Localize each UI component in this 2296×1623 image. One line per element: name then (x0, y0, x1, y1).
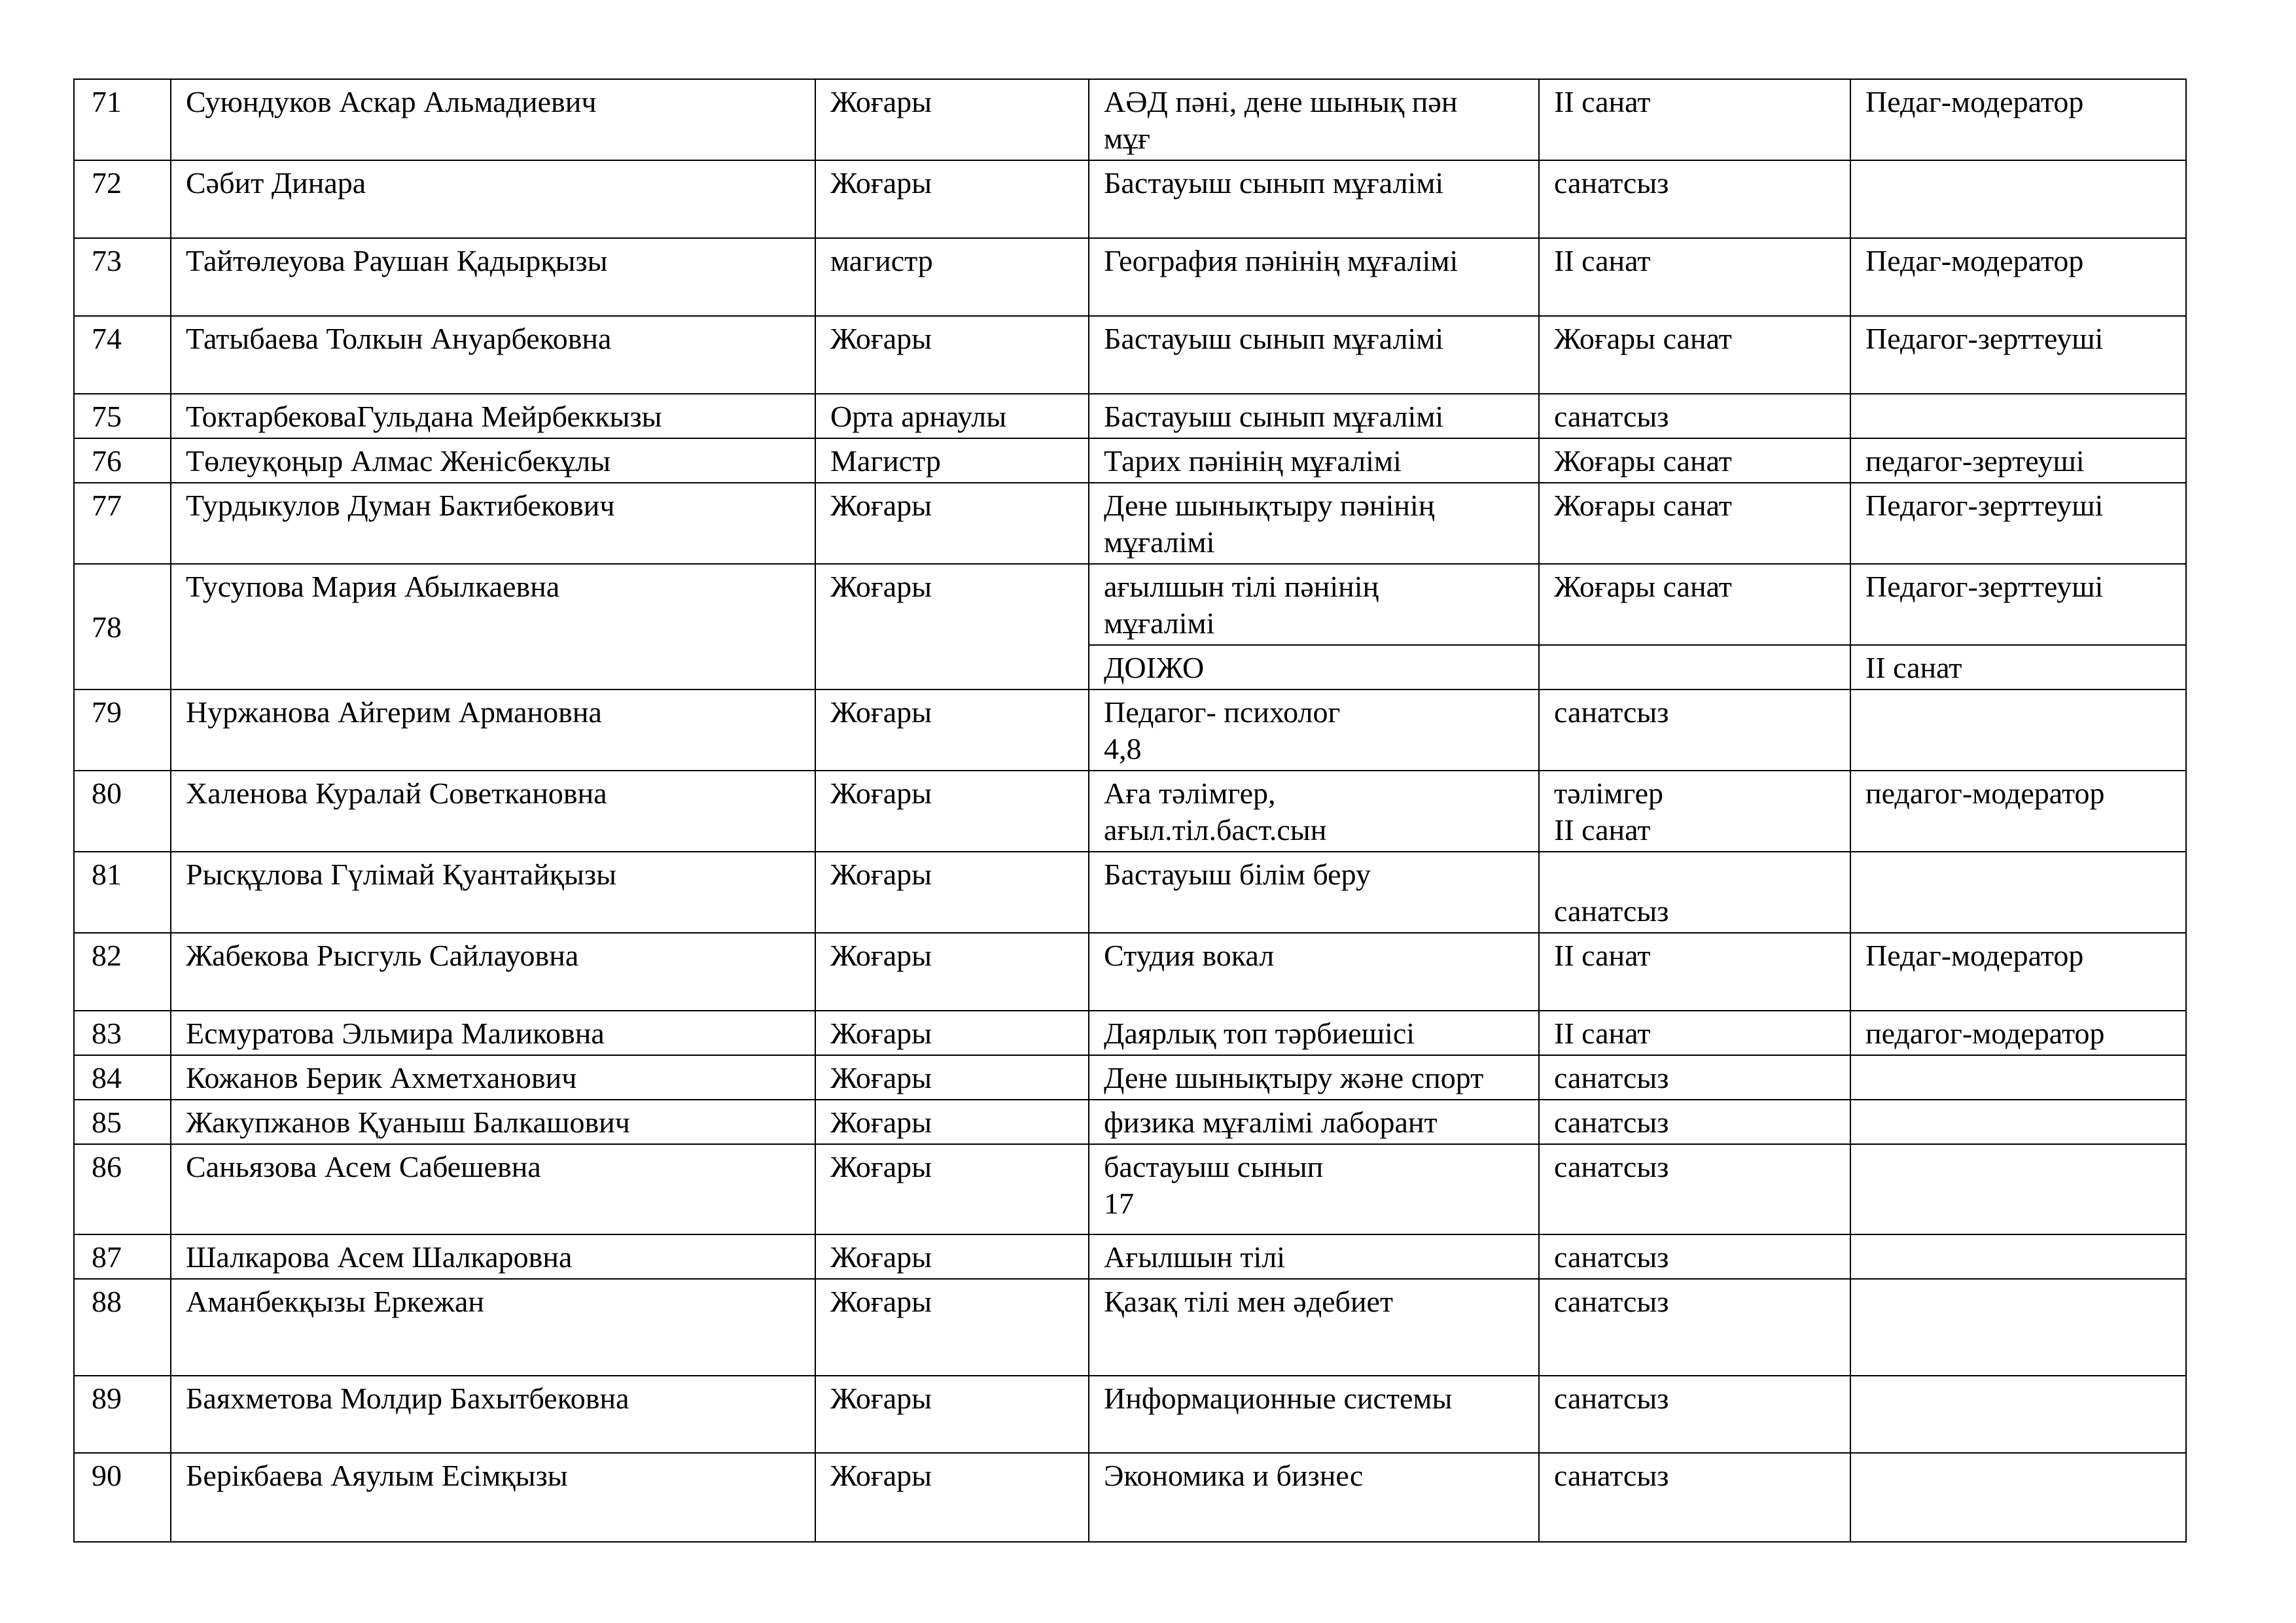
table-row (74, 852, 2186, 933)
education-level: Жоғары (815, 1144, 1089, 1234)
position-cell-line: бастауыш сынып (1104, 1150, 1324, 1183)
qualification-cell (1850, 1055, 2186, 1100)
education-level: Жоғары (815, 933, 1089, 1011)
teacher-name: Жакупжанов Қуаныш Балкашович (171, 1100, 815, 1144)
category-cell (1539, 689, 1850, 771)
category-cell-line: санатсыз (1554, 695, 1669, 729)
position-cell-line: Бастауыш сынып мұғалімі (1104, 400, 1444, 433)
position-cell-line: География пәнінің мұғалімі (1104, 244, 1458, 277)
teacher-name: Төлеуқоңыр Алмас Женісбекұлы (171, 438, 815, 483)
position-cell-line: Бастауыш сынып мұғалімі (1104, 166, 1444, 200)
position-cell-line: Бастауыш сынып мұғалімі (1104, 322, 1444, 355)
position-cell (1089, 771, 1539, 852)
category-cell (1539, 394, 1850, 438)
teacher-name: Сәбит Динара (171, 160, 815, 238)
position-cell (1089, 1011, 1539, 1055)
category-cell (1539, 1453, 1850, 1542)
position-cell-line: Информационные системы (1104, 1382, 1453, 1415)
position-cell-line: Студия вокал (1104, 939, 1275, 972)
teacher-name: Жабекова Рысгуль Сайлауовна (171, 933, 815, 1011)
education-level: Жоғары (815, 316, 1089, 394)
position-cell-line: физика мұғалімі лаборант (1104, 1106, 1438, 1139)
row-number: 82 (74, 933, 171, 1011)
row-number: 71 (74, 79, 171, 160)
position-cell (1089, 1376, 1539, 1453)
education-level: Жоғары (815, 160, 1089, 238)
category-cell (1539, 316, 1850, 394)
position-cell: ДОІЖО (1089, 645, 1539, 689)
position-cell-line: ағылшын тілі пәнінің (1104, 570, 1379, 603)
qualification-cell: педагог-модератор (1850, 1011, 2186, 1055)
category-cell (1539, 483, 1850, 564)
teacher-name: Суюндуков Аскар Альмадиевич (171, 79, 815, 160)
teacher-name: Тусупова Мария Абылкаевна (171, 564, 815, 689)
education-level: Жоғары (815, 79, 1089, 160)
category-cell-line (1554, 856, 1835, 893)
category-cell (1539, 1011, 1850, 1055)
qualification-cell (1850, 1100, 2186, 1144)
table-row (74, 160, 2186, 238)
category-cell (1539, 160, 1850, 238)
position-cell-line: Тарих пәнінің мұғалімі (1104, 444, 1402, 478)
category-cell (1539, 1234, 1850, 1279)
row-number: 86 (74, 1144, 171, 1234)
category-cell (1539, 645, 1850, 689)
position-cell-line: Аға тәлімгер, (1104, 777, 1276, 810)
table-row (74, 1055, 2186, 1100)
category-cell-line: санатсыз (1554, 1285, 1669, 1318)
position-cell-line: 17 (1104, 1187, 1134, 1220)
category-cell-line: Жоғары санат (1554, 570, 1732, 603)
qualification-cell (1850, 689, 2186, 771)
category-cell (1539, 1279, 1850, 1376)
table-row (74, 394, 2186, 438)
position-cell-line: мұғалімі (1104, 525, 1215, 559)
teacher-name: Аманбекқызы Еркежан (171, 1279, 815, 1376)
row-number: 87 (74, 1234, 171, 1279)
row-number: 76 (74, 438, 171, 483)
position-cell (1089, 1453, 1539, 1542)
category-cell (1539, 238, 1850, 316)
row-number: 81 (74, 852, 171, 933)
table-row (74, 438, 2186, 483)
category-cell-line: санатсыз (1554, 1061, 1669, 1094)
position-cell-line: Қазақ тілі мен әдебиет (1104, 1285, 1394, 1318)
staff-table-body (74, 79, 2186, 1542)
table-row (74, 1234, 2186, 1279)
teacher-name: Берікбаева Аяулым Есімқызы (171, 1453, 815, 1542)
education-level: Жоғары (815, 1453, 1089, 1542)
row-number: 73 (74, 238, 171, 316)
qualification-cell: Педагог-зерттеуші (1850, 316, 2186, 394)
position-cell (1089, 933, 1539, 1011)
qualification-cell (1850, 1234, 2186, 1279)
position-cell-line: Экономика и бизнес (1104, 1459, 1364, 1492)
teacher-name: Халенова Куралай Советкановна (171, 771, 815, 852)
education-level: Жоғары (815, 852, 1089, 933)
education-level: Жоғары (815, 564, 1089, 689)
table-row (74, 933, 2186, 1011)
category-cell (1539, 1376, 1850, 1453)
table-row (74, 483, 2186, 564)
qualification-cell (1850, 852, 2186, 933)
position-cell (1089, 483, 1539, 564)
row-number: 84 (74, 1055, 171, 1100)
qualification-cell: Педаг-модератор (1850, 79, 2186, 160)
position-cell-line: АӘД пәні, дене шынық пән (1104, 85, 1458, 118)
category-cell (1539, 564, 1850, 645)
education-level: Жоғары (815, 1100, 1089, 1144)
qualification-cell (1850, 394, 2186, 438)
category-cell (1539, 852, 1850, 933)
category-cell (1539, 79, 1850, 160)
row-number: 78 (74, 564, 171, 689)
position-cell-line: ағыл.тіл.баст.сын (1104, 813, 1327, 846)
row-number: 75 (74, 394, 171, 438)
teacher-name: ТоктарбековаГульдана Мейрбеккызы (171, 394, 815, 438)
category-cell-line: санатсыз (1554, 1150, 1669, 1183)
teacher-name: Саньязова Асем Сабешевна (171, 1144, 815, 1234)
education-level: Жоғары (815, 689, 1089, 771)
category-cell-line: санатсыз (1554, 1240, 1669, 1274)
category-cell-line: санатсыз (1554, 1106, 1669, 1139)
position-cell (1089, 852, 1539, 933)
row-number: 74 (74, 316, 171, 394)
position-cell (1089, 689, 1539, 771)
table-row (74, 79, 2186, 160)
position-cell-line: мұғалімі (1104, 606, 1215, 640)
position-cell (1089, 1144, 1539, 1234)
qualification-cell: II санат (1850, 645, 2186, 689)
qualification-cell (1850, 1453, 2186, 1542)
education-level: Магистр (815, 438, 1089, 483)
teacher-name: Баяхметова Молдир Бахытбековна (171, 1376, 815, 1453)
category-cell-line: II санат (1554, 939, 1651, 972)
table-row (74, 771, 2186, 852)
teacher-name: Турдыкулов Думан Бактибекович (171, 483, 815, 564)
education-level: магистр (815, 238, 1089, 316)
teacher-name: Кожанов Берик Ахметханович (171, 1055, 815, 1100)
qualification-cell: Педагог-зерттеуші (1850, 483, 2186, 564)
category-cell-line: II санат (1554, 244, 1651, 277)
position-cell (1089, 238, 1539, 316)
position-cell (1089, 160, 1539, 238)
position-cell-line: Дене шынықтыру және спорт (1104, 1061, 1484, 1094)
position-cell (1089, 1234, 1539, 1279)
category-cell-line: санатсыз (1554, 400, 1669, 433)
table-row (74, 1279, 2186, 1376)
position-cell (1089, 316, 1539, 394)
category-cell-line: II санат (1554, 813, 1651, 846)
category-cell-line: санатсыз (1554, 166, 1669, 200)
qualification-cell: Педаг-модератор (1850, 238, 2186, 316)
qualification-cell (1850, 1376, 2186, 1453)
education-level: Жоғары (815, 1011, 1089, 1055)
position-cell (1089, 564, 1539, 645)
position-cell-line: мұғ (1104, 122, 1150, 155)
position-cell-line: Бастауыш білім беру (1104, 858, 1371, 891)
category-cell-line: санатсыз (1554, 894, 1669, 928)
teacher-name: Тайтөлеуова Раушан Қадырқызы (171, 238, 815, 316)
education-level: Орта арнаулы (815, 394, 1089, 438)
qualification-cell (1850, 1144, 2186, 1234)
position-cell (1089, 1279, 1539, 1376)
row-number: 90 (74, 1453, 171, 1542)
teacher-name: Татыбаева Толкын Ануарбековна (171, 316, 815, 394)
qualification-cell: педагог-модератор (1850, 771, 2186, 852)
row-number: 77 (74, 483, 171, 564)
row-number: 79 (74, 689, 171, 771)
education-level: Жоғары (815, 1055, 1089, 1100)
table-row (74, 1100, 2186, 1144)
education-level: Жоғары (815, 483, 1089, 564)
position-cell-line: Ағылшын тілі (1104, 1240, 1286, 1274)
category-cell (1539, 1100, 1850, 1144)
category-cell-line: II санат (1554, 1017, 1651, 1050)
qualification-cell: педагог-зертеуші (1850, 438, 2186, 483)
table-row (74, 1144, 2186, 1234)
row-number: 89 (74, 1376, 171, 1453)
table-row (74, 564, 2186, 645)
qualification-cell (1850, 1279, 2186, 1376)
category-cell (1539, 771, 1850, 852)
category-cell-line: санатсыз (1554, 1459, 1669, 1492)
teacher-name: Есмуратова Эльмира Маликовна (171, 1011, 815, 1055)
staff-table (73, 79, 2187, 1543)
row-number: 88 (74, 1279, 171, 1376)
table-row (74, 238, 2186, 316)
row-number: 80 (74, 771, 171, 852)
category-cell (1539, 1144, 1850, 1234)
category-cell-line: санатсыз (1554, 1382, 1669, 1415)
qualification-cell: Педагог-зерттеуші (1850, 564, 2186, 645)
table-row (74, 1011, 2186, 1055)
position-cell-line: 4,8 (1104, 732, 1142, 765)
education-level: Жоғары (815, 1279, 1089, 1376)
position-cell (1089, 79, 1539, 160)
education-level: Жоғары (815, 1234, 1089, 1279)
position-cell (1089, 438, 1539, 483)
category-cell-line: тәлімгер (1554, 777, 1664, 810)
category-cell (1539, 933, 1850, 1011)
category-cell-line: Жоғары санат (1554, 322, 1732, 355)
teacher-name: Рысқұлова Гүлімай Қуантайқызы (171, 852, 815, 933)
position-cell (1089, 1100, 1539, 1144)
teacher-name: Нуржанова Айгерим Армановна (171, 689, 815, 771)
position-cell (1089, 394, 1539, 438)
category-cell-line: Жоғары санат (1554, 489, 1732, 522)
qualification-cell (1850, 160, 2186, 238)
row-number: 83 (74, 1011, 171, 1055)
education-level: Жоғары (815, 771, 1089, 852)
table-row (74, 689, 2186, 771)
category-cell (1539, 1055, 1850, 1100)
table-row (74, 1376, 2186, 1453)
category-cell-line: Жоғары санат (1554, 444, 1732, 478)
position-cell-line: Педагог- психолог (1104, 695, 1341, 729)
qualification-cell: Педаг-модератор (1850, 933, 2186, 1011)
teacher-name: Шалкарова Асем Шалкаровна (171, 1234, 815, 1279)
row-number: 85 (74, 1100, 171, 1144)
position-cell-line: Дене шынықтыру пәнінің (1104, 489, 1435, 522)
table-row (74, 316, 2186, 394)
position-cell (1089, 1055, 1539, 1100)
education-level: Жоғары (815, 1376, 1089, 1453)
position-cell-line: Даярлық топ тәрбиешісі (1104, 1017, 1415, 1050)
category-cell (1539, 438, 1850, 483)
table-row (74, 1453, 2186, 1542)
row-number: 72 (74, 160, 171, 238)
category-cell-line: II санат (1554, 85, 1651, 118)
